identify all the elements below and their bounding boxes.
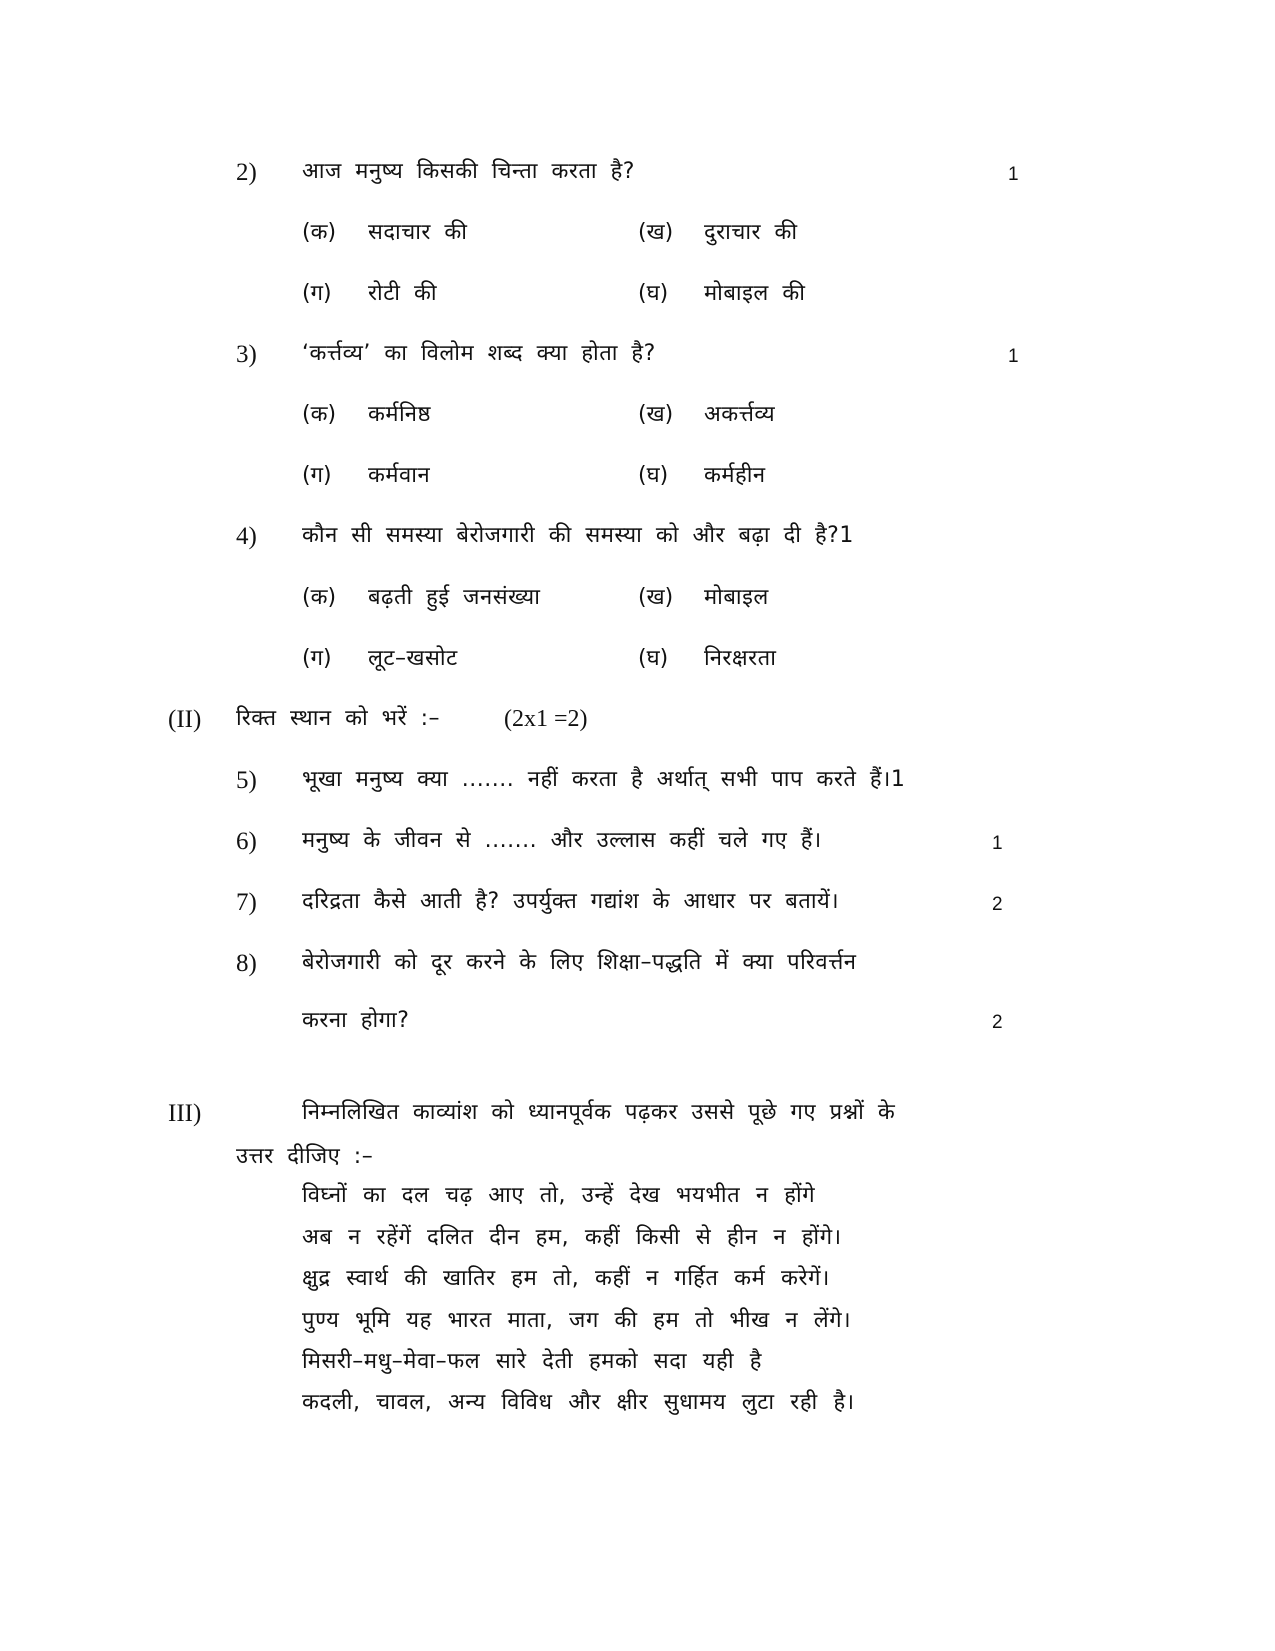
- section-instruction: निम्नलिखित काव्यांश को ध्यानपूर्वक पढ़कर उससे पूछे गए प्रश्नों के: [302, 1100, 896, 1125]
- question-text: ‘कर्त्तव्य’ का विलोम शब्द क्या होता है?: [302, 341, 656, 366]
- option-label: (ख): [638, 585, 674, 610]
- option-text: दुराचार की: [704, 220, 798, 245]
- option-label: (क): [302, 585, 337, 610]
- question-number: 5): [236, 767, 257, 794]
- question-marks: 2: [992, 894, 1003, 915]
- poem-line: विघ्नों का दल चढ़ आए तो, उन्हें देख भयभीत न होंगे: [302, 1183, 816, 1208]
- option-label: (घ): [638, 281, 669, 306]
- question-marks: 1: [1008, 346, 1019, 367]
- option-text: कर्महीन: [704, 463, 766, 488]
- section-numeral: (II): [168, 706, 202, 733]
- question-marks: 2: [992, 1012, 1003, 1033]
- poem-line: अब न रहेंगें दलित दीन हम, कहीं किसी से हीन न होंगे।: [302, 1225, 842, 1250]
- option-text: निरक्षरता: [704, 646, 777, 671]
- question-text-continued: करना होगा?: [302, 1008, 410, 1033]
- option-label: (क): [302, 220, 337, 245]
- section-numeral: III): [168, 1100, 202, 1127]
- option-label: (घ): [638, 463, 669, 488]
- question-text: दरिद्रता कैसे आती है? उपर्युक्त गद्यांश के आधार पर बतायें।: [302, 889, 840, 914]
- question-number: 2): [236, 159, 257, 186]
- question-text: कौन सी समस्या बेरोजगारी की समस्या को और बढ़ा दी है?1: [302, 523, 854, 548]
- option-text: रोटी की: [368, 281, 438, 306]
- question-number: 8): [236, 950, 257, 977]
- question-text: बेरोजगारी को दूर करने के लिए शिक्षा–पद्धति में क्या परिवर्त्तन: [302, 950, 857, 975]
- question-text: आज मनुष्य किसकी चिन्ता करता है?: [302, 159, 635, 184]
- option-label: (ख): [638, 402, 674, 427]
- question-number: 3): [236, 341, 257, 368]
- question-text: मनुष्य के जीवन से ....... और उल्लास कहीं चले गए हैं।: [302, 828, 822, 853]
- section-marks: (2x1 =2): [504, 706, 588, 732]
- option-label: (क): [302, 402, 337, 427]
- option-text: मोबाइल की: [704, 281, 806, 306]
- question-marks: 1: [1008, 164, 1019, 185]
- option-text: अकर्त्तव्य: [704, 402, 776, 427]
- question-number: 7): [236, 889, 257, 916]
- option-text: कर्मनिष्ठ: [368, 402, 431, 427]
- option-label: (ग): [302, 646, 332, 671]
- option-text: बढ़ती हुई जनसंख्या: [368, 585, 541, 610]
- section-instruction-continued: उत्तर दीजिए :–: [236, 1144, 374, 1169]
- poem-line: कदली, चावल, अन्य विविध और क्षीर सुधामय लुटा रही है।: [302, 1390, 855, 1415]
- option-label: (घ): [638, 646, 669, 671]
- option-text: लूट–खसोट: [368, 646, 458, 671]
- poem-line: मिसरी–मधु–मेवा–फल सारे देती हमको सदा यही है: [302, 1349, 763, 1374]
- option-text: कर्मवान: [368, 463, 431, 488]
- question-text: भूखा मनुष्य क्या ....... नहीं करता है अर्थात् सभी पाप करते हैं।1: [302, 767, 906, 792]
- option-text: मोबाइल: [704, 585, 769, 610]
- section-heading: रिक्त स्थान को भरें :–: [236, 706, 441, 731]
- option-label: (ग): [302, 463, 332, 488]
- option-text: सदाचार की: [368, 220, 468, 245]
- option-label: (ख): [638, 220, 674, 245]
- question-marks: 1: [992, 833, 1003, 854]
- question-number: 6): [236, 828, 257, 855]
- question-number: 4): [236, 523, 257, 550]
- poem-line: पुण्य भूमि यह भारत माता, जग की हम तो भीख न लेंगे।: [302, 1308, 852, 1333]
- option-label: (ग): [302, 281, 332, 306]
- poem-line: क्षुद्र स्वार्थ की खातिर हम तो, कहीं न गर्हित कर्म करेगें।: [302, 1266, 830, 1291]
